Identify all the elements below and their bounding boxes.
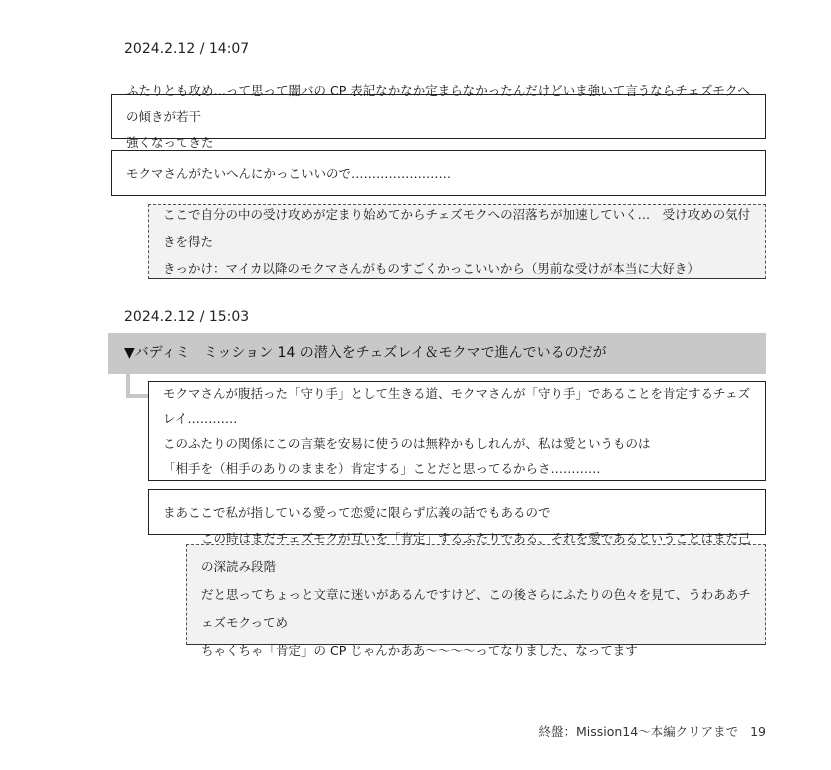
post-line: 「相手を（相手のありのままを）肯定する」ことだと思ってるからさ………… bbox=[163, 461, 601, 476]
post-line: このふたりの関係にこの言葉を安易に使うのは無粋かもしれんが、私は愛というものは bbox=[163, 436, 651, 451]
post-box bbox=[111, 150, 766, 196]
note-line: だと思ってちょっと文章に迷いがあるんですけど、この後さらにふたりの色々を見て、うわああチェズモクってめ bbox=[201, 586, 751, 630]
note-line: きっかけ：マイカ以降のモクマさんがものすごくかっこいいから（男前な受けが本当に大好き） bbox=[163, 261, 700, 276]
post-box bbox=[111, 82, 766, 150]
note-line: この時はまだチェズモクが互いを「肯定」するふたりである、それを愛であるということはまだ己の深読み段階 bbox=[201, 530, 751, 574]
post-line: ふたりとも攻め…って思って闇バの CP 表記なかなか定まらなかったんだけどいま強いて言うならチェズモクへの傾きが若干 bbox=[126, 82, 750, 124]
page-number: 19 bbox=[750, 724, 766, 739]
post-line: モクマさんが腹括った「守り手」として生きる道、モクマさんが「守り手」であることを肯定するチェズレイ………… bbox=[163, 386, 751, 426]
thread-connector bbox=[126, 374, 148, 398]
note-line: ちゃくちゃ「肯定」の CP じゃんかああ～～～～ってなりました、なってます bbox=[201, 642, 638, 658]
post-line: モクマさんがたいへんにかっこいいので…………………… bbox=[126, 165, 452, 181]
commentary-note bbox=[186, 530, 766, 658]
post-line: 強くなってきた bbox=[126, 134, 214, 150]
entry-timestamp: 2024.2.12 / 14:07 bbox=[124, 41, 250, 57]
page-footer bbox=[538, 722, 766, 740]
note-line: ここで自分の中の受け攻めが定まり始めてからチェズモクへの沼落ちが加速していく… 受け攻めの気付きを得た bbox=[163, 207, 751, 249]
chapter-title: 終盤：Mission14～本編クリアまで bbox=[538, 724, 739, 739]
post-line: まあここで私が指している愛って恋愛に限らず広義の話でもあるので bbox=[163, 504, 551, 520]
commentary-note bbox=[148, 204, 766, 279]
section-heading: ▼バディミ ミッション 14 の潜入をチェズレイ＆モクマで進んでいるのだが bbox=[108, 333, 766, 374]
entry-timestamp: 2024.2.12 / 15:03 bbox=[124, 309, 250, 325]
post-box bbox=[148, 381, 766, 481]
